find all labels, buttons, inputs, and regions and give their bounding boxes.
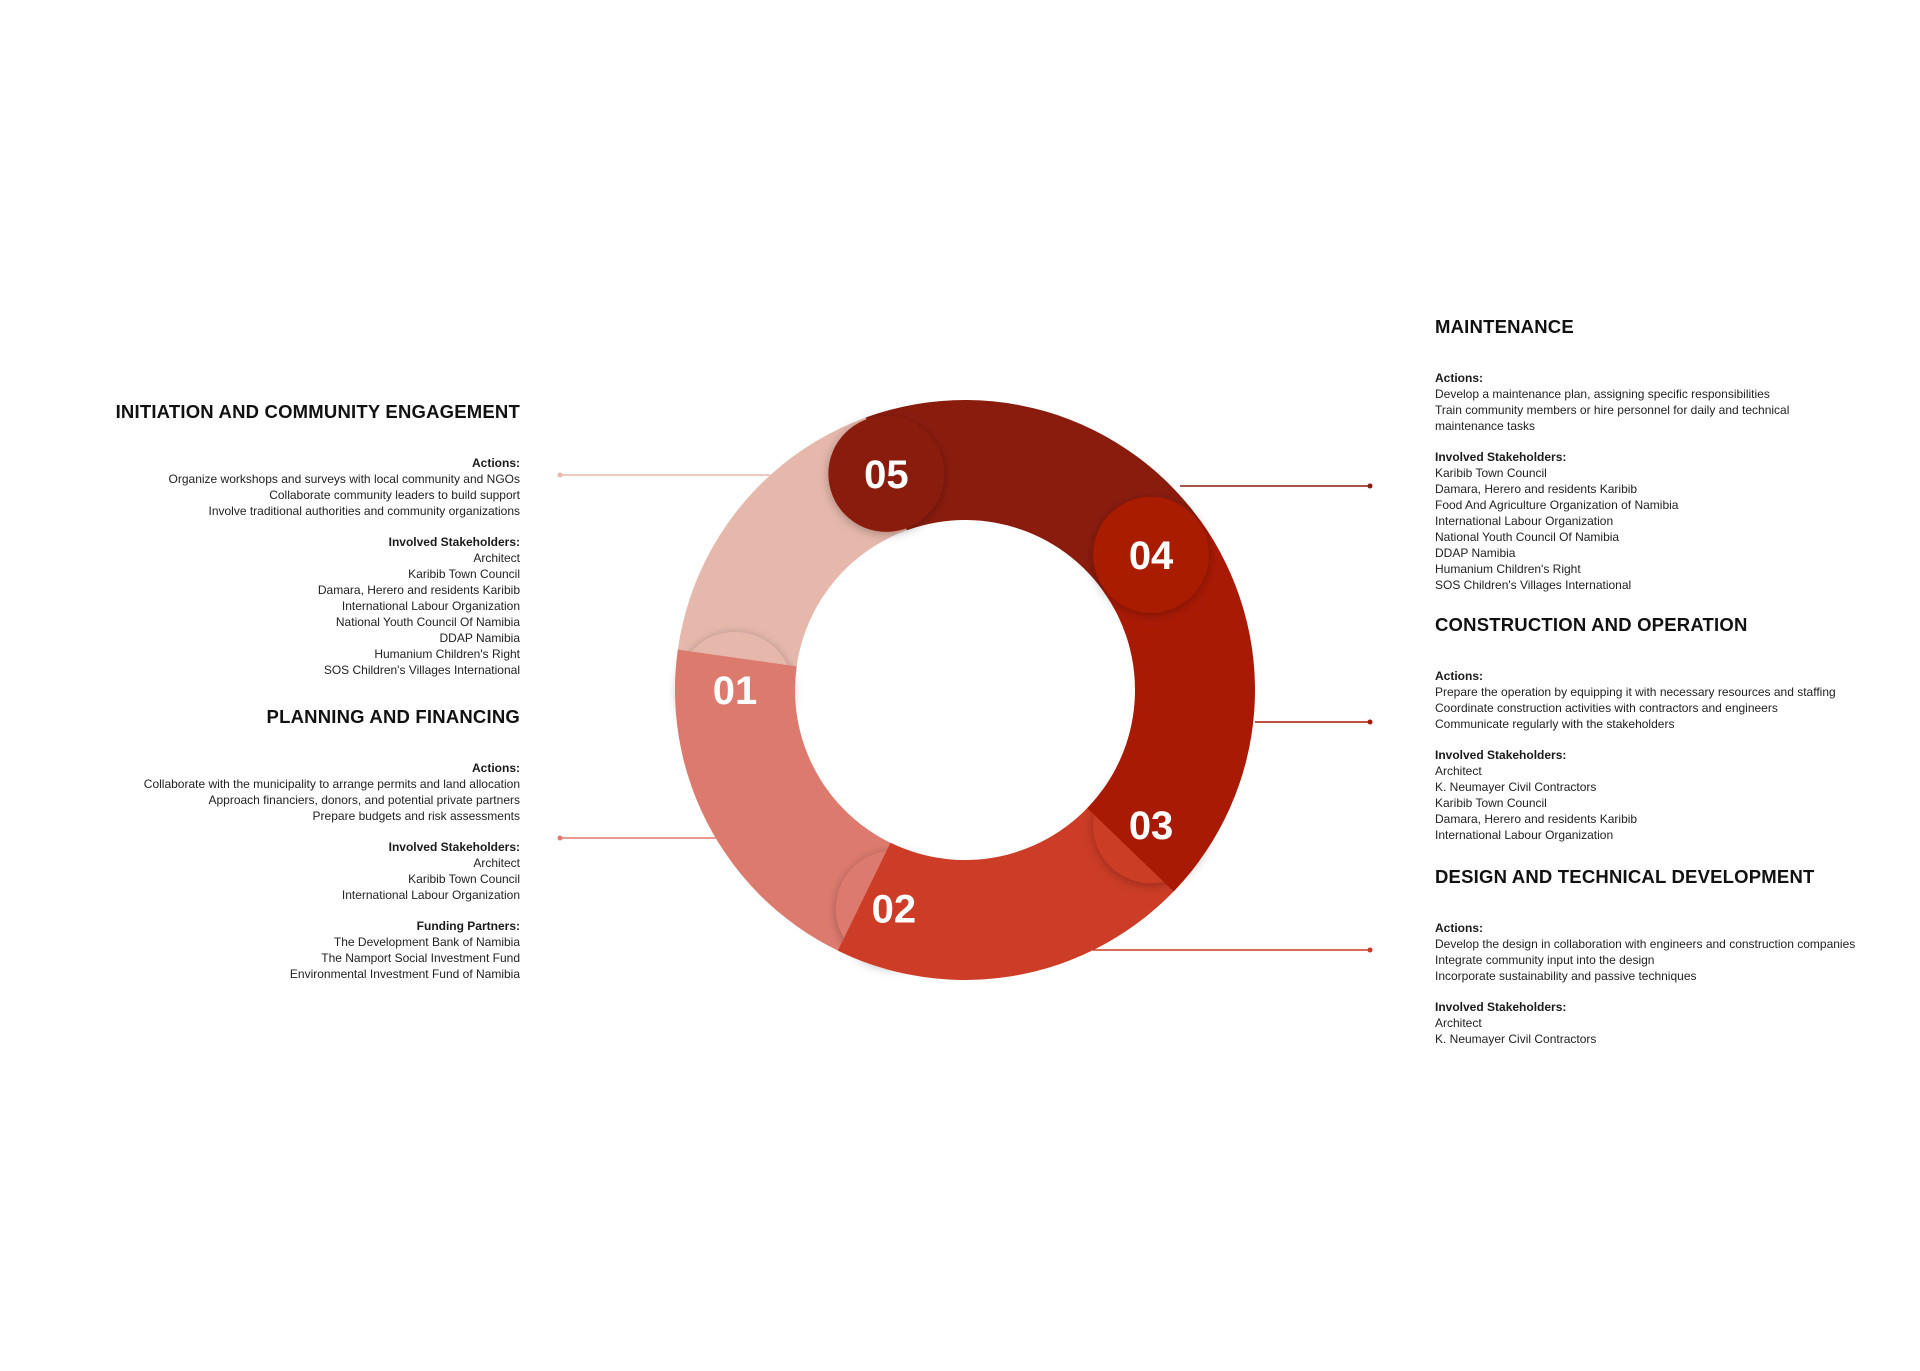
phase-title: MAINTENANCE	[1435, 316, 1574, 337]
involved-stakeholders-section	[0, 839, 520, 903]
section-item: Damara, Herero and residents Karibib	[317, 583, 520, 597]
section-item: Collaborate with the municipality to arrange permits and land allocation	[143, 777, 520, 791]
phase-04-construction-block	[1435, 614, 1920, 858]
connector-dot-03	[1368, 948, 1373, 953]
section-heading: Involved Stakeholders:	[1435, 1000, 1567, 1014]
section-item: Approach financiers, donors, and potential private partners	[208, 793, 520, 807]
phase-01-initiation-block	[0, 401, 520, 693]
section-item: National Youth Council Of Namibia	[335, 615, 520, 629]
section-item: The Development Bank of Namibia	[333, 935, 520, 949]
phase-number-03: 03	[1128, 804, 1174, 849]
phase-number-02: 02	[871, 887, 917, 932]
connector-dot-02	[558, 836, 563, 841]
section-item: Damara, Herero and residents Karibib	[1435, 482, 1638, 496]
section-item: Develop the design in collaboration with engineers and construction companies	[1435, 937, 1856, 951]
actions-section	[0, 455, 520, 519]
phase-title: PLANNING AND FINANCING	[266, 706, 520, 727]
section-item: maintenance tasks	[1435, 419, 1536, 433]
section-item: Karibib Town Council	[1435, 466, 1547, 480]
phase-03-design-block	[1435, 866, 1920, 1062]
phase-title: INITIATION AND COMMUNITY ENGAGEMENT	[115, 401, 520, 422]
section-item: International Labour Organization	[1435, 828, 1614, 842]
phase-title: DESIGN AND TECHNICAL DEVELOPMENT	[1435, 866, 1815, 887]
phase-number-04: 04	[1128, 533, 1174, 578]
section-item: Architect	[473, 551, 520, 565]
section-item: Train community members or hire personnel for daily and technical	[1435, 403, 1790, 417]
phase-number-05: 05	[864, 452, 909, 497]
section-item: SOS Children's Villages International	[1435, 578, 1632, 592]
section-item: International Labour Organization	[1435, 514, 1614, 528]
section-heading: Funding Partners:	[416, 919, 520, 933]
phase-number-01: 01	[712, 669, 758, 713]
section-item: Organize workshops and surveys with local community and NGOs	[168, 472, 520, 486]
section-item: DDAP Namibia	[439, 631, 520, 645]
section-item: Environmental Investment Fund of Namibia	[289, 967, 520, 981]
section-heading: Involved Stakeholders:	[1435, 450, 1567, 464]
section-item: Humanium Children's Right	[374, 647, 520, 661]
section-item: Prepare the operation by equipping it with necessary resources and staffing	[1435, 685, 1836, 699]
section-item: K. Neumayer Civil Contractors	[1435, 1032, 1597, 1046]
phase-ring	[675, 400, 1255, 980]
involved-stakeholders-section	[1435, 747, 1920, 843]
phase-05-maintenance-block	[1435, 316, 1920, 608]
section-item: International Labour Organization	[341, 599, 520, 613]
section-item: International Labour Organization	[341, 888, 520, 902]
section-item: Damara, Herero and residents Karibib	[1435, 812, 1638, 826]
section-heading: Actions:	[1435, 921, 1483, 935]
section-item: Prepare budgets and risk assessments	[312, 809, 520, 823]
involved-stakeholders-section	[0, 534, 520, 678]
section-item: National Youth Council Of Namibia	[1435, 530, 1620, 544]
actions-section	[1435, 370, 1920, 434]
section-heading: Involved Stakeholders:	[388, 535, 520, 549]
section-item: Involve traditional authorities and community organizations	[208, 504, 520, 518]
section-item: Coordinate construction activities with contractors and engineers	[1435, 701, 1778, 715]
involved-stakeholders-section	[1435, 999, 1920, 1047]
section-item: Karibib Town Council	[408, 567, 520, 581]
section-heading: Involved Stakeholders:	[388, 840, 520, 854]
section-item: Karibib Town Council	[408, 872, 520, 886]
section-item: K. Neumayer Civil Contractors	[1435, 780, 1597, 794]
section-heading: Involved Stakeholders:	[1435, 748, 1567, 762]
section-heading: Actions:	[1435, 669, 1483, 683]
section-item: Architect	[473, 856, 520, 870]
section-heading: Actions:	[1435, 371, 1483, 385]
section-item: Architect	[1435, 764, 1482, 778]
section-item: Food And Agriculture Organization of Namibia	[1435, 498, 1679, 512]
connector-dot-01	[558, 473, 563, 478]
section-item: Karibib Town Council	[1435, 796, 1547, 810]
involved-stakeholders-section	[1435, 449, 1920, 593]
section-item: Humanium Children's Right	[1435, 562, 1581, 576]
connector-dot-05	[1368, 484, 1373, 489]
connector-dot-04	[1368, 720, 1373, 725]
actions-section	[1435, 920, 1920, 984]
section-heading: Actions:	[472, 456, 520, 470]
phase-title: CONSTRUCTION AND OPERATION	[1435, 614, 1748, 635]
section-item: Integrate community input into the design	[1435, 953, 1655, 967]
actions-section	[1435, 668, 1920, 732]
section-item: DDAP Namibia	[1435, 546, 1516, 560]
phase-02-planning-block	[0, 706, 520, 997]
section-item: The Namport Social Investment Fund	[321, 951, 520, 965]
section-item: SOS Children's Villages International	[323, 663, 520, 677]
section-item: Develop a maintenance plan, assigning specific responsibilities	[1435, 387, 1770, 401]
section-item: Communicate regularly with the stakeholders	[1435, 717, 1675, 731]
section-item: Architect	[1435, 1016, 1482, 1030]
section-heading: Actions:	[472, 761, 520, 775]
funding-partners-section	[0, 918, 520, 982]
section-item: Incorporate sustainability and passive techniques	[1435, 969, 1697, 983]
section-item: Collaborate community leaders to build support	[269, 488, 520, 502]
actions-section	[0, 760, 520, 824]
